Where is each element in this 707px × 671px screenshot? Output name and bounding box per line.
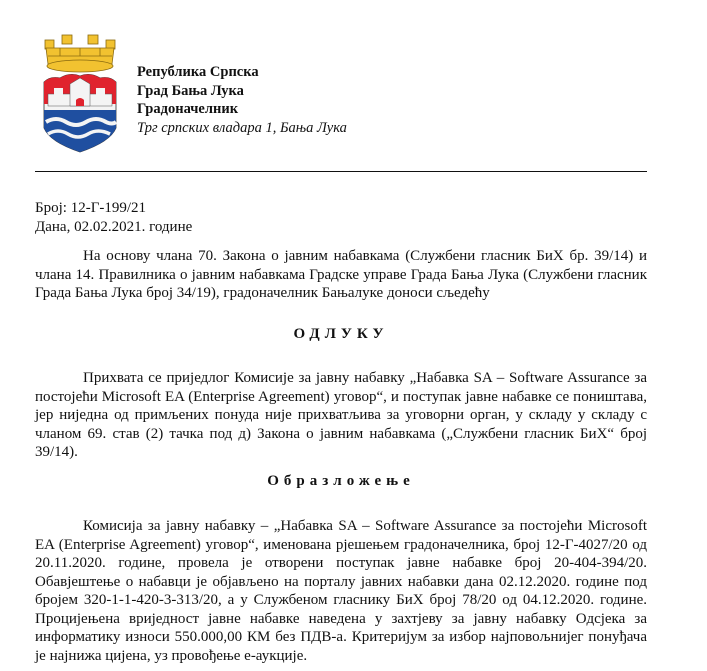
address: Трг српских владара 1, Бања Лука bbox=[137, 119, 347, 136]
coat-of-arms-icon bbox=[40, 32, 120, 154]
crown-icon bbox=[45, 35, 115, 72]
header-divider bbox=[35, 171, 647, 172]
republic-name: Република Српска bbox=[137, 64, 259, 80]
city-name: Град Бања Лука bbox=[137, 82, 244, 99]
decision-paragraph: Прихвата се приједлог Комисије за јавну набавку „Набавка SA – Software Assurance за постојећи Microsoft EA (Enterprise Agreement) уговор“, и поступак јавне набавке се поништава, јер ниједна од примљених понуда није прихватљива за уговорни орган, у складу у складу с чланом 69. став (2) тачка под д) Закона о јавним набавкама („Службени гласник БиХ“ број 39/14). bbox=[35, 370, 647, 460]
reasoning-heading: Образложење bbox=[267, 473, 415, 489]
office-name: Градоначелник bbox=[137, 101, 239, 117]
intro-paragraph: На основу члана 70. Закона о јавним набавкама (Службени гласник БиХ бр. 39/14) и члана 14. Правилника о јавним набавкама Градске управе Града Бања Лука (Службени гласник Града Бања Лука број 34/19), градоначелник Бањалуке доноси сљедећу bbox=[35, 248, 647, 301]
institution-header bbox=[137, 63, 347, 137]
decision-heading: ОДЛУКУ bbox=[293, 326, 389, 342]
document-meta bbox=[35, 199, 192, 236]
reasoning-paragraph: Комисија за јавну набавку – „Набавка SA – Software Assurance за постојећи Microsoft EA (Enterprise Agreement) уговор“, именована рјешењем градоначелника, број 12-Г-4027/20 од 20.11.2020. године, провела је отворени поступак јавне набавке број 20-404-394/20. Обавјештење о набавци је објављено на порталу јавних набавки дана 02.12.2020. године под бројем 320-1-1-420-3-313/20, а у Службеном гласнику БиХ број 78/20 од 04.12.2020. године. Процијењена вриједност јавне набавке наведена у захтјеву за јавну набавку Одсјека за информатику износи 550.000,00 КМ без ПДВ-а. Критеријум за избор најповољнијег понуђача је најнижа цијена, уз провођење е-аукције. bbox=[35, 518, 647, 664]
document-number: Број: 12-Г-199/21 bbox=[35, 200, 147, 216]
document-date: Дана, 02.02.2021. године bbox=[35, 218, 193, 235]
